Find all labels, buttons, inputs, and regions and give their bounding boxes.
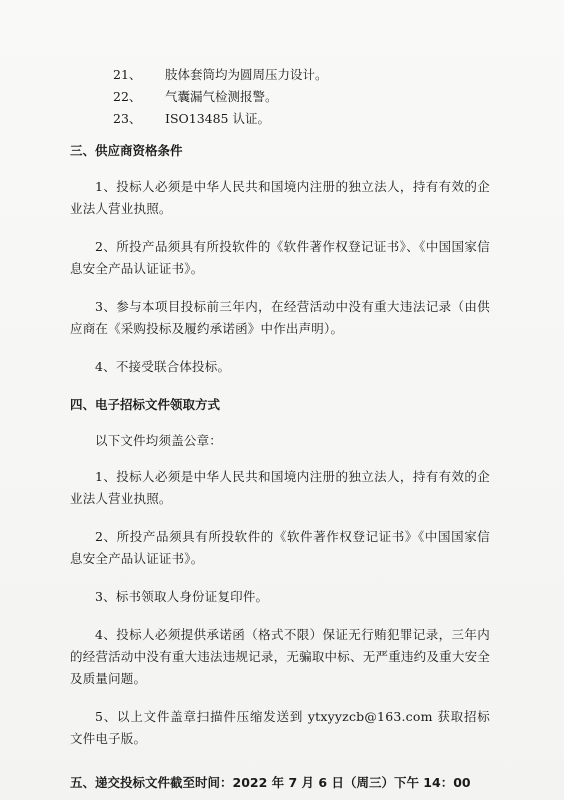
list-item — [113, 64, 490, 86]
paragraph: 3、标书领取人身份证复印件。 — [95, 589, 269, 604]
list-item — [113, 108, 490, 130]
item-number: 23、 — [113, 111, 142, 126]
item-text: ISO13485 认证。 — [165, 111, 270, 126]
paragraph: 以下文件均须盖公章： — [95, 433, 223, 448]
paragraph: 1、投标人必须是中华人民共和国境内注册的独立法人，持有有效的企业法人营业执照。 — [70, 469, 490, 506]
item-number: 21、 — [113, 67, 142, 82]
paragraph: 2、所投产品须具有所投软件的《软件著作权登记证书》《中国国家信息安全产品认证证书》。 — [70, 529, 490, 566]
item-text: 气囊漏气检测报警。 — [165, 89, 278, 104]
paragraph: 3、参与本项目投标前三年内，在经营活动中没有重大违法记录（由供应商在《采购投标及履约承诺函》中作出声明）。 — [70, 299, 490, 336]
deadline-heading: 五、递交投标文件截至时间：2022 年 7 月 6 日（周三）下午 14：00 — [70, 775, 471, 790]
paragraph: 4、投标人必须提供承诺函（格式不限）保证无行贿犯罪记录，三年内的经营活动中没有重大违法违规记录，无骗取中标、无严重违约及重大安全及质量问题。 — [70, 627, 490, 686]
paragraph: 4、不接受联合体投标。 — [95, 359, 231, 374]
item-text: 肢体套筒均为圆周压力设计。 — [165, 67, 328, 82]
item-number: 22、 — [113, 89, 142, 104]
section-heading: 三、供应商资格条件 — [70, 143, 183, 158]
list-item — [113, 86, 490, 108]
section-heading: 四、电子招标文件领取方式 — [70, 397, 221, 412]
paragraph: 5、以上文件盖章扫描件压缩发送到 ytxyyzcb@163.com 获取招标文件电子版。 — [70, 709, 490, 746]
document-body — [70, 64, 490, 794]
paragraph: 2、所投产品须具有所投软件的《软件著作权登记证书》、《中国国家信息安全产品认证证书》。 — [70, 239, 490, 276]
paragraph: 1、投标人必须是中华人民共和国境内注册的独立法人，持有有效的企业法人营业执照。 — [70, 179, 490, 216]
